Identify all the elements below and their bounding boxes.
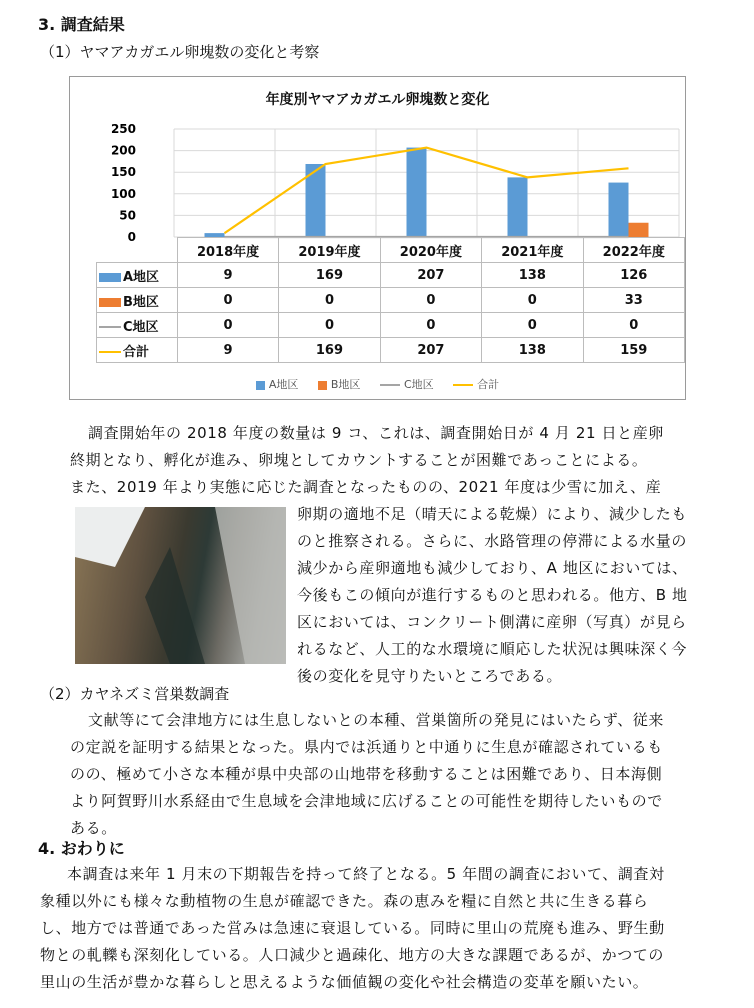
paragraph-line: 区においては、コンクリート側溝に産卵（写真）が見ら — [297, 613, 687, 631]
series-name: B地区 — [123, 294, 159, 310]
chart-title: 年度別ヤマアカガエル卵塊数と変化 — [265, 92, 490, 108]
chart-data-table — [96, 237, 685, 363]
chart-legend — [70, 376, 685, 392]
table-row — [97, 338, 685, 363]
y-tick-label: 50 — [119, 208, 136, 223]
table-row — [97, 313, 685, 338]
table-cell: 207 — [380, 263, 481, 288]
table-cell: 126 — [583, 263, 684, 288]
paragraph-line: 文献等にて会津地方には生息しないとの本種、営巣箇所の発見にはいたらず、従来 — [88, 711, 665, 729]
table-header-row — [97, 238, 685, 263]
subsection-heading: （1）ヤマアカガエル卵塊数の変化と考察 — [40, 43, 320, 61]
paragraph-line: 今後もこの傾向が進行するものと思われる。他方、B 地 — [297, 586, 688, 604]
table-cell: 159 — [583, 338, 684, 363]
series-label-a — [97, 263, 178, 288]
y-tick-label: 250 — [110, 122, 136, 136]
table-cell: 0 — [177, 288, 278, 313]
legend-label: B地区 — [330, 378, 361, 391]
table-cell: 0 — [279, 288, 380, 313]
table-corner — [97, 238, 178, 263]
legend-swatch — [256, 381, 265, 390]
y-tick-label: 100 — [110, 186, 136, 201]
photo-concrete — [215, 507, 286, 664]
table-cell: 207 — [380, 338, 481, 363]
table-cell: 0 — [380, 313, 481, 338]
legend-item-c — [380, 376, 434, 392]
bar — [629, 223, 649, 237]
legend-swatch — [380, 384, 400, 386]
series-name: 合計 — [123, 344, 150, 360]
paragraph-line: 後の変化を見守りたいところである。 — [297, 667, 563, 685]
paragraph-line: の定説を証明する結果となった。県内では浜通りと中通りに生息が確認されているも — [70, 738, 663, 756]
table-cell: 138 — [482, 338, 583, 363]
category-label: 2019年度 — [279, 238, 380, 263]
legend-label: 合計 — [477, 378, 500, 391]
paragraph-line: れるなど、人工的な水環境に順応した状況は興味深く今 — [297, 640, 688, 658]
paragraph-line: のと推察される。さらに、水路管理の停滞による水量の — [297, 532, 688, 550]
series-label-total — [97, 338, 178, 363]
paragraph-line: 里山の生活が豊かな暮らしと思えるような価値観の変化や社会構造の変革を願いたい。 — [40, 973, 649, 991]
paragraph-line: 本調査は来年 1 月末の下期報告を持って終了となる。5 年間の調査において、調査対 — [67, 865, 665, 883]
paragraph-line: 卵期の適地不足（晴天による乾燥）により、減少したも — [297, 505, 688, 523]
table-cell: 9 — [177, 338, 278, 363]
paragraph-line: また、2019 年より実態に応じた調査となったものの、2021 年度は少雪に加え、産 — [70, 478, 662, 496]
y-tick-label: 150 — [110, 165, 136, 180]
series-swatch-a — [99, 273, 121, 282]
legend-label: A地区 — [268, 378, 299, 391]
subsection-heading: （2）カヤネズミ営巣数調査 — [40, 685, 230, 703]
paragraph-line: 減少から産卵適地も減少しており、A 地区においては、 — [297, 559, 688, 577]
y-tick-label: 0 — [127, 230, 136, 244]
series-swatch-c — [99, 326, 121, 328]
photo-image — [75, 507, 286, 664]
legend-item-b — [318, 376, 361, 392]
photo-snow — [75, 507, 145, 567]
series-swatch-b — [99, 298, 121, 307]
table-cell: 33 — [583, 288, 684, 313]
paragraph-line: 象種以外にも様々な動植物の生息が確認できた。森の恵みを糧に自然と共に生きる暮ら — [40, 892, 649, 910]
bar — [407, 148, 427, 237]
paragraph-line: 物との軋轢も深刻化している。人口減少と過疎化、地方の大きな課題であるが、かつての — [40, 946, 665, 964]
table-cell: 0 — [482, 288, 583, 313]
section-heading: 4. おわりに — [38, 839, 125, 858]
photo-water — [145, 547, 205, 664]
legend-swatch — [318, 381, 327, 390]
section-heading: 3. 調査結果 — [38, 15, 125, 34]
paragraph-line: し、地方では普通であった営みは急速に衰退している。同時に里山の荒廃も進み、野生動 — [40, 919, 665, 937]
category-label: 2018年度 — [177, 238, 278, 263]
table-cell: 169 — [279, 338, 380, 363]
table-row — [97, 288, 685, 313]
photo-concrete-ditch — [75, 507, 286, 664]
y-tick-label: 200 — [110, 143, 136, 158]
paragraph-line: より阿賀野川水系経由で生息域を会津地域に広げることの可能性を期待したいもので — [70, 792, 663, 810]
table-cell: 169 — [279, 263, 380, 288]
table-row — [97, 263, 685, 288]
paragraph-line: 調査開始年の 2018 年度の数量は 9 コ、これは、調査開始日が 4 月 21 日と産卵 — [88, 424, 664, 442]
category-label: 2022年度 — [583, 238, 684, 263]
series-name: A地区 — [123, 269, 160, 285]
category-label: 2020年度 — [380, 238, 481, 263]
table-cell: 0 — [177, 313, 278, 338]
series-name: C地区 — [123, 319, 159, 335]
paragraph-line: 終期となり、孵化が進み、卵塊としてカウントすることが困難であっことによる。 — [70, 451, 648, 469]
paragraph-line: ある。 — [70, 819, 117, 837]
legend-item-a — [256, 376, 299, 392]
table-cell: 138 — [482, 263, 583, 288]
series-label-b — [97, 288, 178, 313]
legend-label: C地区 — [403, 378, 434, 391]
table-cell: 0 — [380, 288, 481, 313]
legend-swatch — [453, 384, 473, 386]
table-cell: 0 — [583, 313, 684, 338]
table-cell: 0 — [279, 313, 380, 338]
paragraph-line: のの、極めて小さな本種が県中央部の山地帯を移動することは困難であり、日本海側 — [70, 765, 663, 783]
series-swatch-total — [99, 351, 121, 353]
chart — [69, 76, 686, 400]
category-label: 2021年度 — [482, 238, 583, 263]
table-cell: 0 — [482, 313, 583, 338]
legend-item-total — [453, 376, 499, 392]
series-label-c — [97, 313, 178, 338]
table-cell: 9 — [177, 263, 278, 288]
bar — [609, 183, 629, 237]
bar — [508, 177, 528, 237]
